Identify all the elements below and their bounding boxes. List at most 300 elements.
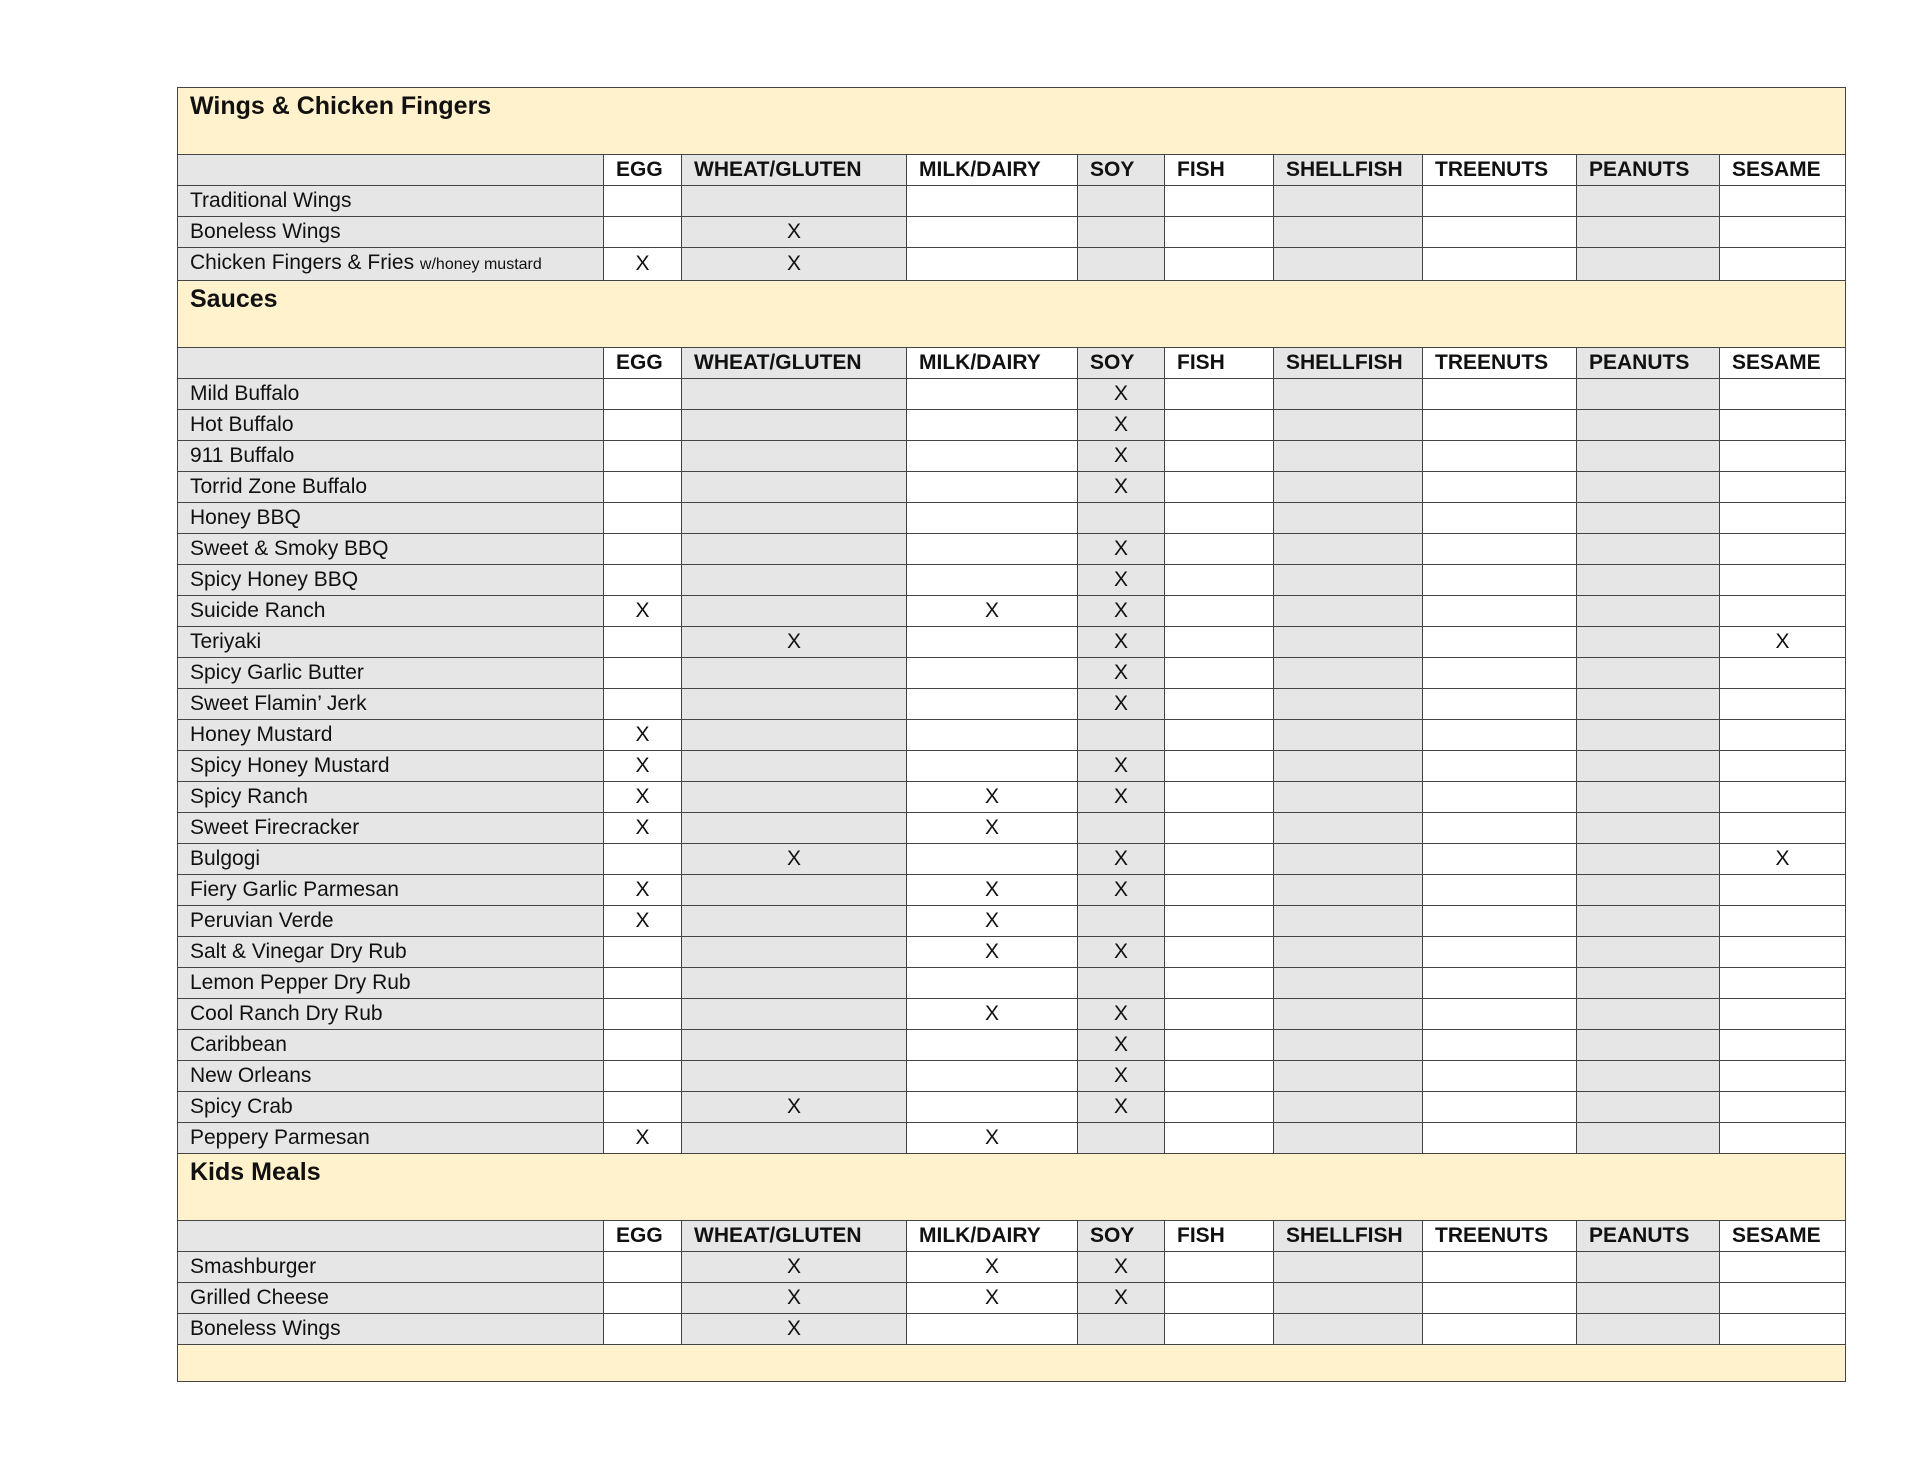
column-header-shellfish: SHELLFISH (1274, 1221, 1423, 1252)
allergen-cell-egg (604, 658, 682, 689)
allergen-cell-wheat-gluten (682, 937, 907, 968)
allergen-cell-peanuts (1577, 596, 1720, 627)
allergen-cell-fish (1165, 565, 1274, 596)
column-header-milk-dairy: MILK/DAIRY (907, 155, 1078, 186)
allergen-cell-fish (1165, 1252, 1274, 1283)
allergen-cell-soy (1078, 1314, 1165, 1345)
allergen-cell-treenuts (1423, 937, 1577, 968)
allergen-cell-egg (604, 937, 682, 968)
item-name: Spicy Honey BBQ (190, 568, 359, 591)
allergen-cell-egg (604, 472, 682, 503)
allergen-cell-shellfish (1274, 186, 1423, 217)
allergen-cell-peanuts (1577, 1252, 1720, 1283)
allergen-cell-milk-dairy: X (907, 813, 1078, 844)
allergen-cell-fish (1165, 1061, 1274, 1092)
column-header-egg: EGG (604, 155, 682, 186)
column-header-row (178, 1221, 1846, 1252)
column-header-row (178, 155, 1846, 186)
allergen-cell-treenuts (1423, 503, 1577, 534)
allergen-cell-fish (1165, 503, 1274, 534)
item-name: Torrid Zone Buffalo (190, 475, 368, 498)
allergen-cell-treenuts (1423, 565, 1577, 596)
allergen-cell-wheat-gluten (682, 1123, 907, 1154)
allergen-cell-shellfish (1274, 906, 1423, 937)
allergen-cell-treenuts (1423, 1061, 1577, 1092)
item-name-cell (178, 875, 604, 906)
allergen-cell-soy: X (1078, 1252, 1165, 1283)
allergen-cell-egg (604, 1283, 682, 1314)
allergen-cell-treenuts (1423, 844, 1577, 875)
item-name-cell (178, 689, 604, 720)
allergen-cell-egg (604, 1252, 682, 1283)
column-header-wheat-gluten: WHEAT/GLUTEN (682, 155, 907, 186)
allergen-cell-egg (604, 565, 682, 596)
column-header-sesame: SESAME (1720, 155, 1846, 186)
allergen-cell-soy: X (1078, 410, 1165, 441)
allergen-cell-shellfish (1274, 813, 1423, 844)
allergen-cell-treenuts (1423, 658, 1577, 689)
column-header-sesame: SESAME (1720, 348, 1846, 379)
section-title: Sauces (178, 281, 1846, 348)
item-name: Peruvian Verde (190, 909, 334, 932)
allergen-cell-egg (604, 441, 682, 472)
allergen-cell-wheat-gluten: X (682, 217, 907, 248)
allergen-cell-wheat-gluten (682, 565, 907, 596)
allergen-cell-shellfish (1274, 844, 1423, 875)
item-name-cell (178, 472, 604, 503)
allergen-cell-egg (604, 627, 682, 658)
allergen-cell-treenuts (1423, 906, 1577, 937)
item-name-cell (178, 441, 604, 472)
allergen-cell-wheat-gluten: X (682, 627, 907, 658)
allergen-cell-milk-dairy (907, 186, 1078, 217)
allergen-cell-sesame (1720, 503, 1846, 534)
column-header-peanuts: PEANUTS (1577, 155, 1720, 186)
allergen-cell-wheat-gluten (682, 1061, 907, 1092)
allergen-cell-shellfish (1274, 379, 1423, 410)
allergen-cell-treenuts (1423, 1123, 1577, 1154)
allergen-cell-sesame: X (1720, 627, 1846, 658)
item-name: Peppery Parmesan (190, 1126, 370, 1149)
column-header-fish: FISH (1165, 155, 1274, 186)
item-name-cell (178, 1252, 604, 1283)
allergen-cell-milk-dairy: X (907, 1123, 1078, 1154)
allergen-cell-sesame (1720, 1092, 1846, 1123)
allergen-cell-fish (1165, 1314, 1274, 1345)
allergen-cell-fish (1165, 596, 1274, 627)
allergen-cell-treenuts (1423, 379, 1577, 410)
table-row (178, 689, 1846, 720)
table-row (178, 875, 1846, 906)
allergen-cell-treenuts (1423, 186, 1577, 217)
column-header-wheat-gluten: WHEAT/GLUTEN (682, 348, 907, 379)
table-row (178, 379, 1846, 410)
item-name-cell (178, 968, 604, 999)
allergen-cell-fish (1165, 844, 1274, 875)
allergen-cell-shellfish (1274, 248, 1423, 281)
allergen-cell-treenuts (1423, 751, 1577, 782)
table-row (178, 844, 1846, 875)
allergen-cell-shellfish (1274, 689, 1423, 720)
allergen-cell-fish (1165, 410, 1274, 441)
allergen-cell-sesame (1720, 782, 1846, 813)
allergen-cell-wheat-gluten (682, 186, 907, 217)
allergen-cell-soy: X (1078, 1030, 1165, 1061)
allergen-cell-shellfish (1274, 472, 1423, 503)
column-header-wheat-gluten: WHEAT/GLUTEN (682, 1221, 907, 1252)
allergen-cell-milk-dairy: X (907, 875, 1078, 906)
allergen-cell-shellfish (1274, 751, 1423, 782)
allergen-cell-treenuts (1423, 472, 1577, 503)
table-body (178, 88, 1846, 1382)
allergen-cell-egg (604, 999, 682, 1030)
allergen-cell-soy: X (1078, 596, 1165, 627)
allergen-cell-wheat-gluten (682, 1030, 907, 1061)
column-header-blank (178, 155, 604, 186)
item-name: Spicy Crab (190, 1095, 293, 1118)
allergen-cell-treenuts (1423, 720, 1577, 751)
allergen-cell-wheat-gluten (682, 720, 907, 751)
column-header-fish: FISH (1165, 348, 1274, 379)
column-header-fish: FISH (1165, 1221, 1274, 1252)
allergen-cell-milk-dairy (907, 472, 1078, 503)
item-name-cell (178, 565, 604, 596)
column-header-sesame: SESAME (1720, 1221, 1846, 1252)
column-header-peanuts: PEANUTS (1577, 1221, 1720, 1252)
allergen-cell-soy: X (1078, 472, 1165, 503)
table-row (178, 1061, 1846, 1092)
item-name-cell (178, 999, 604, 1030)
item-name: Chicken Fingers & Fries (190, 251, 415, 274)
allergen-cell-treenuts (1423, 410, 1577, 441)
allergen-cell-peanuts (1577, 565, 1720, 596)
column-header-blank (178, 1221, 604, 1252)
allergen-cell-milk-dairy (907, 689, 1078, 720)
allergen-cell-sesame (1720, 999, 1846, 1030)
table-row (178, 1123, 1846, 1154)
table-row (178, 627, 1846, 658)
allergen-cell-shellfish (1274, 1252, 1423, 1283)
allergen-cell-treenuts (1423, 813, 1577, 844)
allergen-cell-sesame (1720, 379, 1846, 410)
allergen-cell-milk-dairy: X (907, 782, 1078, 813)
item-name: Traditional Wings (190, 189, 352, 212)
allergen-cell-soy (1078, 813, 1165, 844)
allergen-cell-fish (1165, 379, 1274, 410)
item-name-cell (178, 658, 604, 689)
allergen-cell-soy: X (1078, 999, 1165, 1030)
allergen-cell-treenuts (1423, 534, 1577, 565)
allergen-cell-fish (1165, 1283, 1274, 1314)
item-name-cell (178, 1061, 604, 1092)
allergen-cell-soy (1078, 906, 1165, 937)
table-row (178, 1030, 1846, 1061)
allergen-cell-soy: X (1078, 937, 1165, 968)
allergen-cell-shellfish (1274, 1061, 1423, 1092)
column-header-milk-dairy: MILK/DAIRY (907, 348, 1078, 379)
allergen-cell-egg (604, 379, 682, 410)
allergen-cell-soy: X (1078, 844, 1165, 875)
item-name: Fiery Garlic Parmesan (190, 878, 399, 901)
allergen-cell-milk-dairy (907, 410, 1078, 441)
allergen-cell-milk-dairy (907, 503, 1078, 534)
table-row (178, 720, 1846, 751)
allergen-cell-sesame (1720, 217, 1846, 248)
allergen-cell-sesame (1720, 596, 1846, 627)
allergen-cell-sesame (1720, 906, 1846, 937)
allergen-cell-wheat-gluten (682, 875, 907, 906)
allergen-cell-egg (604, 503, 682, 534)
allergen-cell-sesame (1720, 937, 1846, 968)
allergen-cell-wheat-gluten (682, 410, 907, 441)
allergen-cell-treenuts (1423, 968, 1577, 999)
allergen-cell-peanuts (1577, 472, 1720, 503)
allergen-cell-sesame (1720, 720, 1846, 751)
allergen-cell-peanuts (1577, 379, 1720, 410)
item-name-cell (178, 248, 604, 281)
allergen-cell-soy: X (1078, 875, 1165, 906)
item-name: Boneless Wings (190, 1317, 341, 1340)
allergen-cell-sesame (1720, 658, 1846, 689)
column-header-treenuts: TREENUTS (1423, 1221, 1577, 1252)
allergen-cell-sesame (1720, 1252, 1846, 1283)
column-header-soy: SOY (1078, 348, 1165, 379)
allergen-cell-fish (1165, 472, 1274, 503)
allergen-cell-soy: X (1078, 627, 1165, 658)
allergen-cell-shellfish (1274, 1030, 1423, 1061)
item-name-cell (178, 217, 604, 248)
column-header-egg: EGG (604, 1221, 682, 1252)
allergen-cell-egg: X (604, 1123, 682, 1154)
allergen-cell-peanuts (1577, 1092, 1720, 1123)
table-row (178, 596, 1846, 627)
item-name: Teriyaki (190, 630, 262, 653)
column-header-egg: EGG (604, 348, 682, 379)
item-name-cell (178, 906, 604, 937)
allergen-cell-milk-dairy (907, 248, 1078, 281)
table-row (178, 1252, 1846, 1283)
allergen-cell-milk-dairy (907, 441, 1078, 472)
allergen-cell-milk-dairy (907, 379, 1078, 410)
allergen-cell-peanuts (1577, 217, 1720, 248)
allergen-cell-milk-dairy (907, 627, 1078, 658)
allergen-cell-fish (1165, 1123, 1274, 1154)
table-row (178, 534, 1846, 565)
table-row (178, 813, 1846, 844)
column-header-shellfish: SHELLFISH (1274, 155, 1423, 186)
allergen-cell-fish (1165, 937, 1274, 968)
allergen-cell-peanuts (1577, 906, 1720, 937)
allergen-cell-milk-dairy (907, 844, 1078, 875)
table-row (178, 503, 1846, 534)
item-name-cell (178, 1030, 604, 1061)
section-header-sauces (178, 281, 1846, 348)
allergen-cell-egg (604, 689, 682, 720)
column-header-treenuts: TREENUTS (1423, 155, 1577, 186)
allergen-cell-egg: X (604, 720, 682, 751)
item-name-cell (178, 937, 604, 968)
allergen-cell-shellfish (1274, 782, 1423, 813)
column-header-milk-dairy: MILK/DAIRY (907, 1221, 1078, 1252)
allergen-cell-sesame (1720, 875, 1846, 906)
table-row (178, 441, 1846, 472)
allergen-cell-treenuts (1423, 689, 1577, 720)
allergen-cell-milk-dairy: X (907, 937, 1078, 968)
footer-band (178, 1345, 1846, 1382)
table-row (178, 472, 1846, 503)
allergen-cell-shellfish (1274, 999, 1423, 1030)
item-name-cell (178, 782, 604, 813)
allergen-cell-peanuts (1577, 248, 1720, 281)
allergen-cell-egg (604, 410, 682, 441)
item-name-cell (178, 627, 604, 658)
allergen-cell-fish (1165, 875, 1274, 906)
allergen-cell-shellfish (1274, 658, 1423, 689)
allergen-cell-wheat-gluten (682, 968, 907, 999)
table-row (178, 248, 1846, 281)
column-header-shellfish: SHELLFISH (1274, 348, 1423, 379)
item-name: Spicy Honey Mustard (190, 754, 390, 777)
allergen-cell-egg (604, 1061, 682, 1092)
item-name: Bulgogi (190, 847, 261, 870)
item-name: Sweet Flamin’ Jerk (190, 692, 367, 715)
item-name: 911 Buffalo (190, 444, 295, 467)
allergen-cell-egg: X (604, 751, 682, 782)
allergen-cell-wheat-gluten (682, 534, 907, 565)
allergen-cell-shellfish (1274, 534, 1423, 565)
allergen-cell-wheat-gluten (682, 999, 907, 1030)
allergen-cell-fish (1165, 782, 1274, 813)
allergen-cell-soy: X (1078, 1061, 1165, 1092)
allergen-cell-sesame (1720, 813, 1846, 844)
item-name-cell (178, 534, 604, 565)
allergen-cell-soy (1078, 503, 1165, 534)
allergen-cell-sesame (1720, 689, 1846, 720)
allergen-cell-peanuts (1577, 937, 1720, 968)
allergen-cell-treenuts (1423, 596, 1577, 627)
allergen-cell-milk-dairy: X (907, 596, 1078, 627)
allergen-cell-milk-dairy (907, 1061, 1078, 1092)
allergen-cell-shellfish (1274, 627, 1423, 658)
item-note: w/honey mustard (419, 256, 542, 273)
allergen-cell-wheat-gluten (682, 472, 907, 503)
allergen-cell-shellfish (1274, 720, 1423, 751)
allergen-cell-shellfish (1274, 410, 1423, 441)
table-row (178, 217, 1846, 248)
table-row (178, 751, 1846, 782)
allergen-cell-fish (1165, 999, 1274, 1030)
table-row (178, 186, 1846, 217)
allergen-cell-sesame (1720, 1314, 1846, 1345)
allergen-cell-shellfish (1274, 1314, 1423, 1345)
item-name: Boneless Wings (190, 220, 341, 243)
allergen-cell-egg (604, 844, 682, 875)
allergen-cell-fish (1165, 813, 1274, 844)
item-name: Smashburger (190, 1255, 317, 1278)
item-name: Mild Buffalo (190, 382, 300, 405)
allergen-cell-shellfish (1274, 1123, 1423, 1154)
table-row (178, 937, 1846, 968)
item-name-cell (178, 1123, 604, 1154)
allergen-cell-wheat-gluten: X (682, 1252, 907, 1283)
table-footer (178, 1345, 1846, 1382)
allergen-cell-peanuts (1577, 875, 1720, 906)
allergen-cell-wheat-gluten: X (682, 1092, 907, 1123)
item-name: Caribbean (190, 1033, 287, 1056)
column-header-peanuts: PEANUTS (1577, 348, 1720, 379)
allergen-cell-soy: X (1078, 565, 1165, 596)
allergen-cell-peanuts (1577, 689, 1720, 720)
allergen-cell-treenuts (1423, 1030, 1577, 1061)
allergen-cell-egg: X (604, 782, 682, 813)
allergen-cell-treenuts (1423, 441, 1577, 472)
item-name-cell (178, 410, 604, 441)
allergen-cell-wheat-gluten (682, 751, 907, 782)
table-row (178, 1314, 1846, 1345)
allergen-cell-egg (604, 1092, 682, 1123)
allergen-cell-fish (1165, 720, 1274, 751)
allergen-cell-sesame (1720, 1123, 1846, 1154)
allergen-cell-soy: X (1078, 1092, 1165, 1123)
allergen-cell-peanuts (1577, 1123, 1720, 1154)
table-row (178, 968, 1846, 999)
allergen-cell-peanuts (1577, 410, 1720, 441)
section-header-wings-chicken-fingers (178, 88, 1846, 155)
allergen-cell-soy (1078, 720, 1165, 751)
allergen-cell-sesame (1720, 534, 1846, 565)
allergen-cell-peanuts (1577, 720, 1720, 751)
allergen-cell-soy: X (1078, 379, 1165, 410)
allergen-cell-soy (1078, 217, 1165, 248)
column-header-soy: SOY (1078, 155, 1165, 186)
allergen-cell-milk-dairy (907, 217, 1078, 248)
allergen-cell-peanuts (1577, 186, 1720, 217)
allergen-cell-shellfish (1274, 937, 1423, 968)
allergen-cell-wheat-gluten (682, 441, 907, 472)
item-name: Sweet Firecracker (190, 816, 360, 839)
allergen-cell-fish (1165, 534, 1274, 565)
allergen-cell-peanuts (1577, 999, 1720, 1030)
item-name-cell (178, 596, 604, 627)
allergen-cell-egg: X (604, 906, 682, 937)
item-name-cell (178, 720, 604, 751)
item-name: Sweet & Smoky BBQ (190, 537, 389, 560)
item-name: Lemon Pepper Dry Rub (190, 971, 411, 994)
allergen-cell-shellfish (1274, 565, 1423, 596)
item-name: Suicide Ranch (190, 599, 326, 622)
allergen-cell-soy: X (1078, 751, 1165, 782)
allergen-cell-soy (1078, 968, 1165, 999)
allergen-cell-soy (1078, 248, 1165, 281)
allergen-cell-egg: X (604, 596, 682, 627)
allergen-cell-treenuts (1423, 1283, 1577, 1314)
allergen-cell-egg: X (604, 248, 682, 281)
allergen-cell-wheat-gluten (682, 813, 907, 844)
allergen-cell-egg (604, 217, 682, 248)
allergen-cell-peanuts (1577, 503, 1720, 534)
table-row (178, 658, 1846, 689)
item-name-cell (178, 1314, 604, 1345)
allergen-cell-treenuts (1423, 782, 1577, 813)
allergen-cell-peanuts (1577, 968, 1720, 999)
allergen-cell-peanuts (1577, 658, 1720, 689)
allergen-cell-milk-dairy: X (907, 1283, 1078, 1314)
allergen-cell-fish (1165, 217, 1274, 248)
allergen-cell-egg (604, 534, 682, 565)
allergen-cell-sesame (1720, 248, 1846, 281)
allergen-cell-milk-dairy: X (907, 906, 1078, 937)
item-name-cell (178, 1283, 604, 1314)
